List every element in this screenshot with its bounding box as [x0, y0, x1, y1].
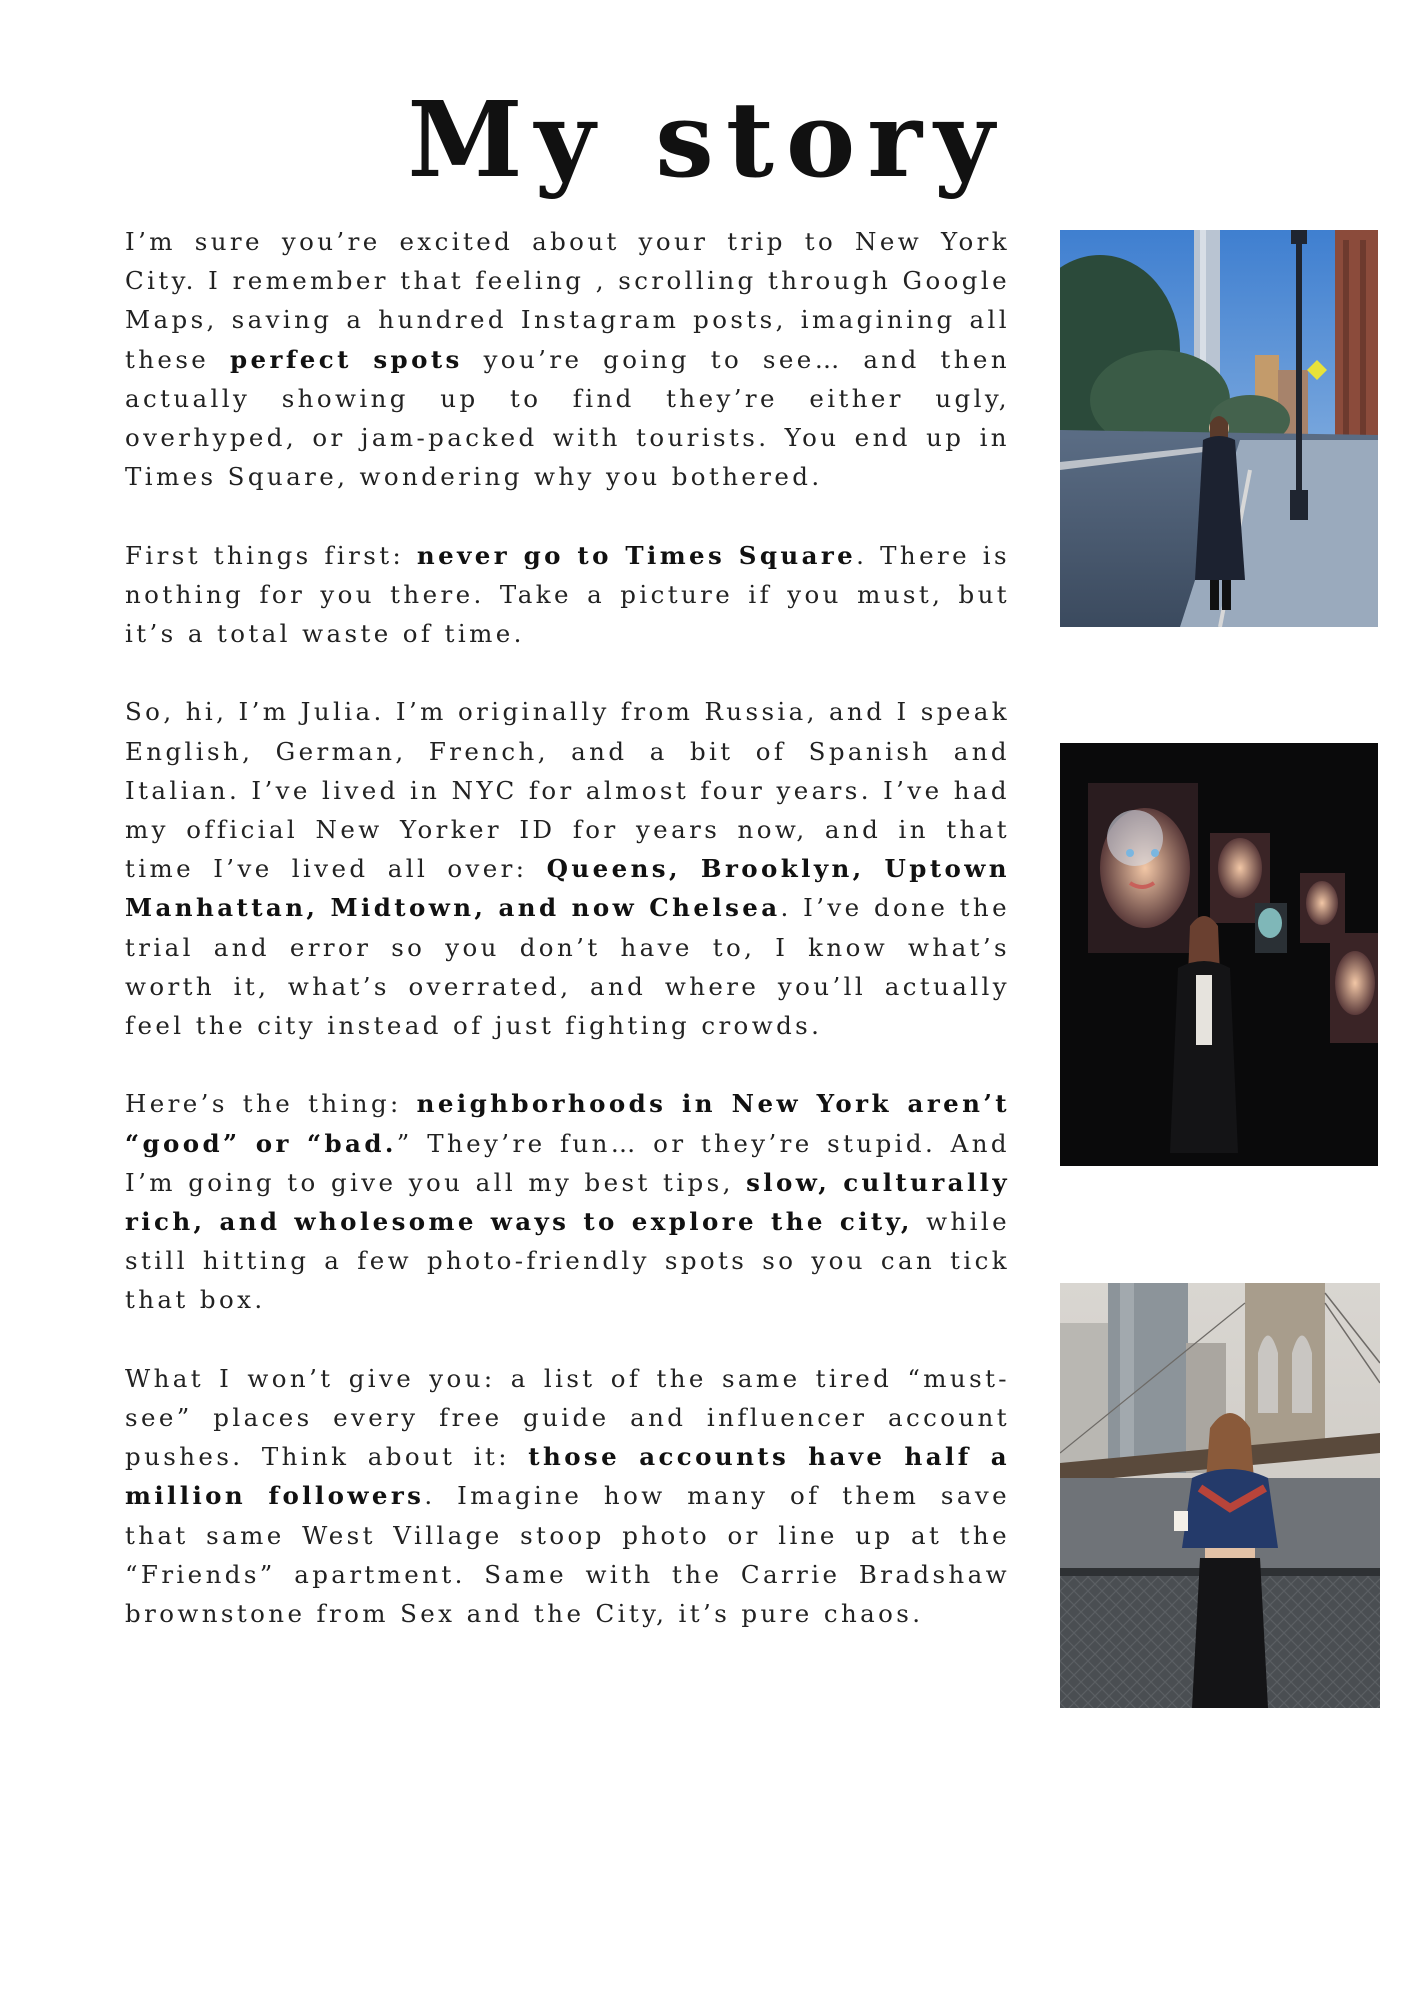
text-run: you’re going to see… and then actually showing up to find they’re either ugly, overhyped, or jam-packed with tourists. You end up in Times Square, wondering why you bothered. [125, 344, 1011, 492]
bold-phrase: those accounts have half a million followers [125, 1442, 1010, 1511]
text-run: while still hitting a few photo-friendly spots so you can tick that box. [125, 1207, 1011, 1315]
exhibit-photo [1060, 743, 1378, 1166]
text-run: . I’ve done the trial and error so you don’t have to, I know what’s worth it, what’s overrated, and where you’ll actually feel the city instead of just fighting crowds. [125, 893, 1010, 1041]
text-run: Here’s the thing: [125, 1089, 417, 1119]
street-photo [1060, 230, 1378, 627]
bridge-photo [1060, 1283, 1380, 1708]
text-run: . There is nothing for you there. Take a picture if you must, but it’s a total waste of time. [125, 540, 1010, 649]
bold-phrase: Queens, Brooklyn, Uptown Manhattan, Midtown, and now Chelsea [125, 854, 1010, 923]
page-title: My story [407, 78, 1007, 201]
text-run: What I won’t give you: a list of the same tired “must-see” places every free guide and influencer account pushes. Think about it: [125, 1363, 1010, 1472]
bold-phrase: slow, culturally rich, and wholesome ways to explore the city, [125, 1167, 1010, 1237]
story-text [125, 222, 1010, 1672]
story-paragraph [125, 692, 1010, 1045]
bold-phrase: perfect spots [230, 344, 463, 374]
story-paragraph [125, 222, 1010, 496]
bold-phrase: never go to Times Square [416, 540, 857, 570]
text-run: So, hi, I’m Julia. I’m originally from Russia, and I speak English, German, French, and a bit of Spanish and Italian. I’ve lived in NYC for almost four years. I’ve had my official New Yorker ID for years now, and in that time I’ve lived all over: [125, 697, 1010, 884]
bold-phrase: neighborhoods in New York aren’t “good” or “bad. [125, 1089, 1010, 1158]
text-run: First things first: [125, 540, 417, 570]
story-paragraph [125, 1084, 1010, 1319]
story-paragraph [125, 536, 1010, 654]
story-paragraph [125, 1359, 1010, 1633]
text-run: . Imagine how many of them save that same West Village stoop photo or line up at the “Friends” apartment. Same with the Carrie Bradshaw brownstone from Sex and the City, it’s pure chaos. [125, 1481, 1010, 1629]
text-run: ” They’re fun… or they’re stupid. And I’m going to give you all my best tips, [125, 1128, 1010, 1197]
text-run: I’m sure you’re excited about your trip to New York City. I remember that feeling , scrolling through Google Maps, saving a hundred Instagram posts, imagining all these [125, 227, 1010, 374]
